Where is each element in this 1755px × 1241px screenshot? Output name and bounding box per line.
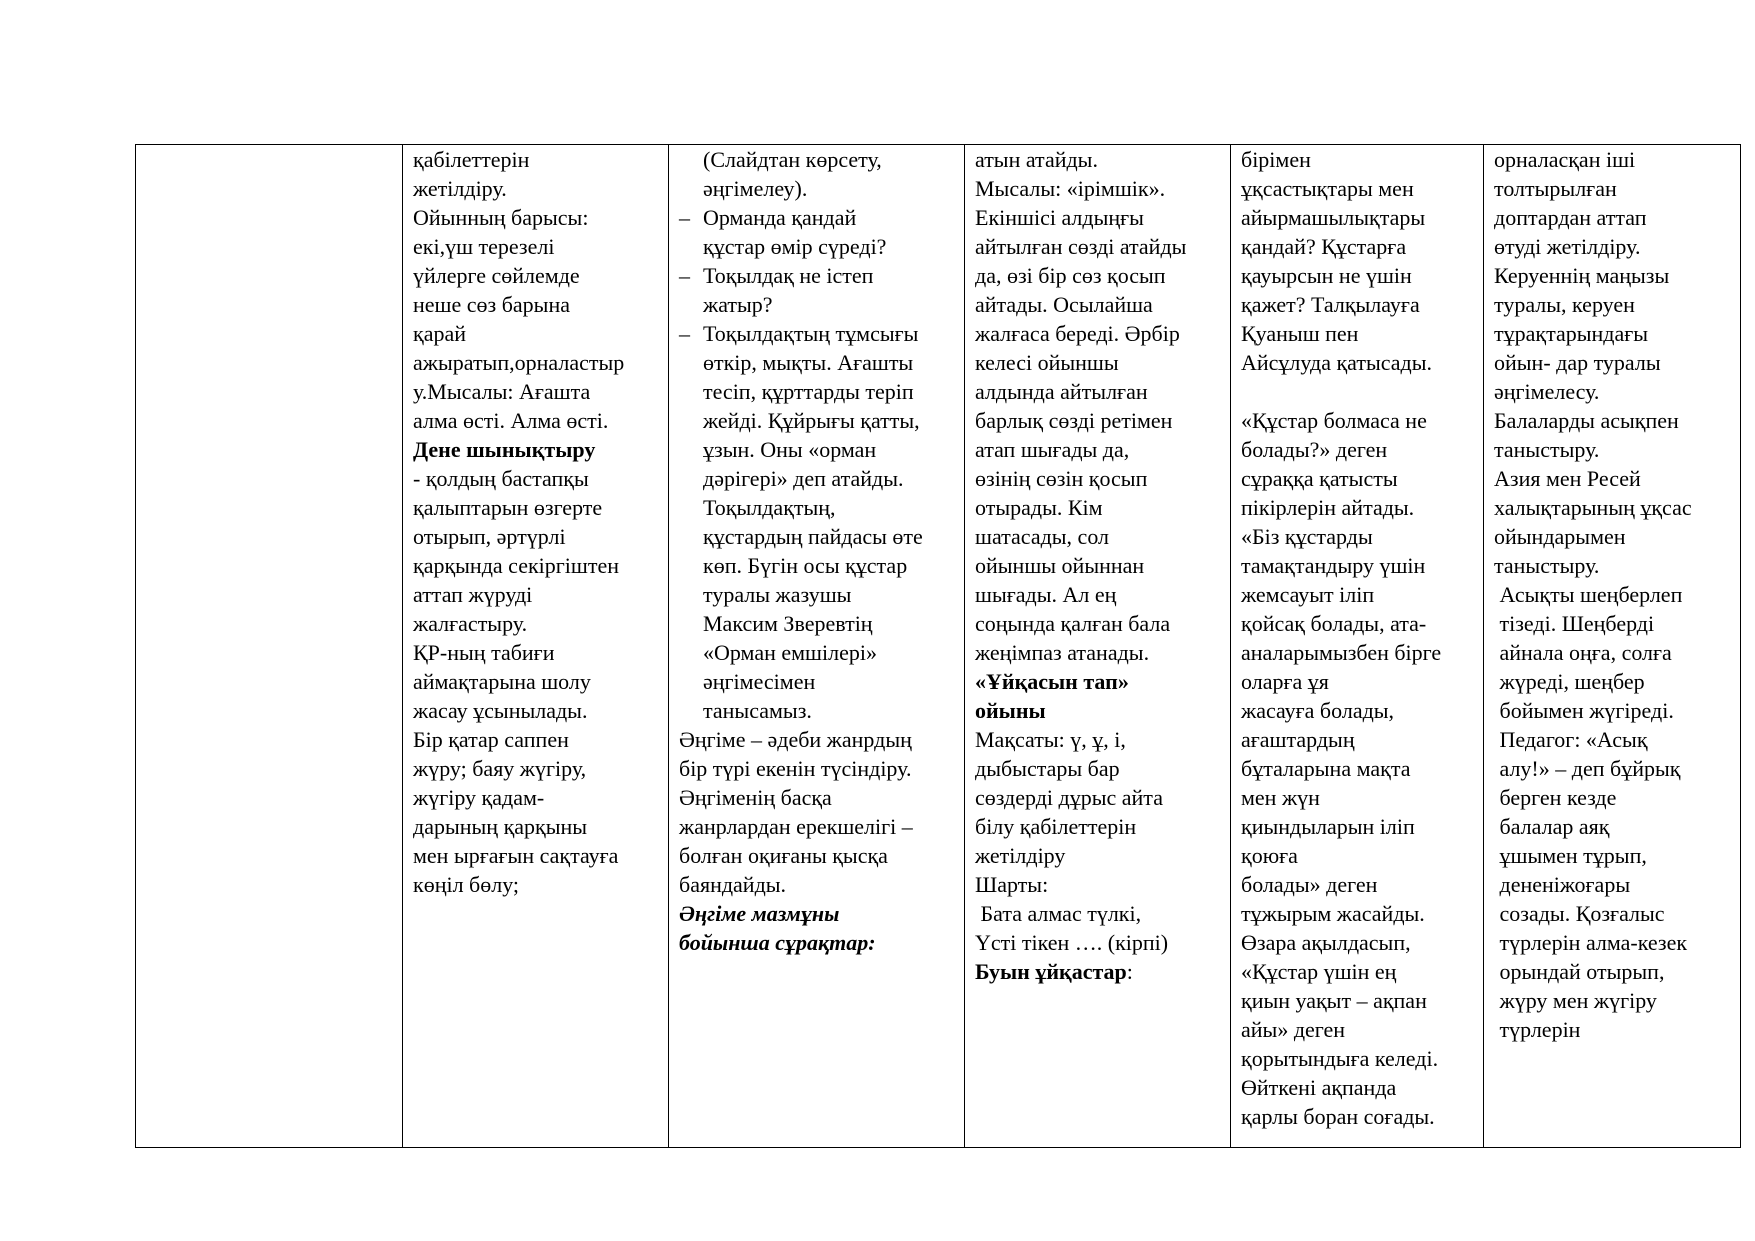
text-line: Максим Зверевтің (703, 611, 873, 636)
text-line: неше сөз барына (413, 292, 570, 317)
text-line: құстар өмір сүреді? (703, 234, 887, 259)
text-line: түрлерін (1494, 1017, 1581, 1042)
text-line: Шарты: (975, 872, 1049, 897)
text-line: халықтарының ұқсас (1494, 495, 1692, 520)
text-line: тұжырым жасайды. (1241, 901, 1425, 926)
text-line: құстардың пайдасы өте (703, 524, 923, 549)
text-line: аттап жүруді (413, 582, 533, 607)
text-line: «Біз құстарды (1241, 524, 1373, 549)
text-line: болады» деген (1241, 872, 1378, 897)
text-line: доптардан аттап (1494, 205, 1647, 230)
text-line: жүреді, шеңбер (1494, 669, 1645, 694)
text-line: Балаларды асықпен (1494, 408, 1679, 433)
section-heading: Әңгіме мазмұны (679, 901, 840, 926)
text-line: бірімен (1241, 147, 1311, 172)
text-line: жемсауыт іліп (1241, 582, 1375, 607)
text-line: қалыптарын өзгерте (413, 495, 603, 520)
text-line: қойсақ болады, ата- (1241, 611, 1427, 636)
text-line: ұқсастықтары мен (1241, 176, 1414, 201)
text-line: ұшымен тұрып, (1494, 843, 1647, 868)
question-list-item: – Тоқылдақтың тұмсығы (679, 319, 958, 348)
text-line: танысамыз. (703, 698, 812, 723)
text-line: ойындарымен (1494, 524, 1626, 549)
text-line: қиындыларын іліп (1241, 814, 1415, 839)
text-line: «Құстар болмаса не (1241, 408, 1427, 433)
text-line: ұзын. Оны «орман (703, 437, 877, 462)
text-line: жалғаса береді. Әрбір (975, 321, 1180, 346)
text-line: Өзара ақылдасып, (1241, 930, 1411, 955)
table-cell-col3 (669, 145, 965, 1148)
text-line: қажет? Талқылауға (1241, 292, 1420, 317)
text-line: отырады. Кім (975, 495, 1103, 520)
text-line: Қуаныш пен (1241, 321, 1359, 346)
text-line: тұрақтарындағы (1494, 321, 1649, 346)
text-line: ағаштардың (1241, 727, 1355, 752)
text-line: да, өзі бір сөз қосып (975, 263, 1166, 288)
section-heading: Буын ұйқастар (975, 959, 1127, 984)
text-line: Үсті тікен …. (кірпі) (975, 930, 1169, 955)
text-line: атын атайды. (975, 147, 1098, 172)
text-line: тізеді. Шеңберді (1494, 611, 1655, 636)
text-line: өткір, мықты. Ағашты (703, 350, 914, 375)
text-line: айтылған сөзді атайды (975, 234, 1187, 259)
text-line: өтуді жетілдіру. (1494, 234, 1641, 259)
text-line: Екіншісі алдыңғы (975, 205, 1144, 230)
text-line: тесіп, құрттарды теріп (703, 379, 914, 404)
text-line: Айсұлуда қатысады. (1241, 350, 1433, 375)
text-line: қарлы боран соғады. (1241, 1104, 1435, 1129)
text-line: көңіл бөлу; (413, 872, 520, 897)
text-line: ойыншы ойыннан (975, 553, 1145, 578)
text-line: отырып, әртүрлі (413, 524, 566, 549)
text-line: Керуеннің маңызы (1494, 263, 1670, 288)
text-line: балалар аяқ (1494, 814, 1610, 839)
text-line: келесі ойыншы (975, 350, 1119, 375)
text-line: толтырылған (1494, 176, 1617, 201)
text-line: ойын- дар туралы (1494, 350, 1661, 375)
text-line: орналасқан іші (1494, 147, 1636, 172)
text-line: әңгімелесу. (1494, 379, 1600, 404)
text-line: таныстыру. (1494, 553, 1600, 578)
table-cell-col2 (403, 145, 669, 1148)
section-heading: бойынша сұрақтар: (679, 930, 876, 955)
text-line: шатасады, сол (975, 524, 1110, 549)
text-line: жасауға болады, (1241, 698, 1395, 723)
text-line: Асықты шеңберлеп (1494, 582, 1683, 607)
text-line: жасау ұсынылады. (413, 698, 588, 723)
text-line: айтады. Осылайша (975, 292, 1153, 317)
text-line: баяндайды. (679, 872, 787, 897)
question-list-item: – Тоқылдақ не істеп (679, 261, 958, 290)
text-line: дәрігері» деп атайды. (703, 466, 904, 491)
section-heading: «Ұйқасын тап» (975, 669, 1129, 694)
text-line: бойымен жүгіреді. (1494, 698, 1674, 723)
text-line: алма өсті. Алма өсті. (413, 408, 609, 433)
text-line: білу қабілеттерін (975, 814, 1137, 839)
text-line: жүгіру қадам- (413, 785, 545, 810)
text-line: созады. Қозғалыс (1494, 901, 1665, 926)
text-line: әңгімесімен (703, 669, 816, 694)
text-line: бір түрі екенін түсіндіру. (679, 756, 912, 781)
text-line: түрлерін алма-кезек (1494, 930, 1688, 955)
text-line: айырмашылықтары (1241, 205, 1426, 230)
table-cell-col6 (1484, 145, 1741, 1148)
text-line: дыбыстары бар (975, 756, 1120, 781)
text-line: өзінің сөзін қосып (975, 466, 1148, 491)
text-line: жанрлардан ерекшелігі – (679, 814, 913, 839)
text-line: екі,үш терезелі (413, 234, 555, 259)
text-line: дарының қарқыны (413, 814, 588, 839)
text-line: аналарымызбен бірге (1241, 640, 1442, 665)
text-line: тамақтандыру үшін (1241, 553, 1426, 578)
text-line: «Құстар үшін ең (1241, 959, 1397, 984)
text-line: қоюға (1241, 843, 1298, 868)
text-line: көп. Бүгін осы құстар (703, 553, 908, 578)
text-line: қорытындыға келеді. (1241, 1046, 1439, 1071)
text-line: Тоқылдақтың, (703, 495, 836, 520)
text-line: атап шығады да, (975, 437, 1130, 462)
text-line: : (1126, 959, 1133, 984)
text-line: таныстыру. (1494, 437, 1600, 462)
text-line: аймақтарына шолу (413, 669, 591, 694)
text-line: пікірлерін айтады. (1241, 495, 1415, 520)
text-line: «Орман емшілері» (703, 640, 877, 665)
blank-line (1241, 377, 1477, 406)
text-line: жетілдіру. (413, 176, 507, 201)
text-line: Әңгіменің басқа (679, 785, 832, 810)
text-line: жатыр? (703, 292, 773, 317)
text-line: алу!» – деп бұйрық (1494, 756, 1681, 781)
text-line: айы» деген (1241, 1017, 1346, 1042)
table-cell-col5 (1231, 145, 1484, 1148)
question-list-item: – Орманда қандай (679, 203, 958, 232)
text-line: қарай (413, 321, 466, 346)
text-line: орындай отырып, (1494, 959, 1665, 984)
text-line: қауырсын не үшін (1241, 263, 1412, 288)
text-line: Педагог: «Асық (1494, 727, 1648, 752)
table-row (136, 145, 1741, 1148)
text-line: жүру мен жүгіру (1494, 988, 1657, 1013)
text-line: соңында қалған бала (975, 611, 1171, 636)
section-heading: Дене шынықтыру (413, 437, 596, 462)
text-line: Мысалы: «ірімшік». (975, 176, 1166, 201)
text-line: Өйткені ақпанда (1241, 1075, 1397, 1100)
section-heading: ойыны (975, 698, 1046, 723)
text-line: жеңімпаз атанады. (975, 640, 1150, 665)
text-line: мен ырғағын сақтауға (413, 843, 619, 868)
text-line: жейді. Құйрығы қатты, (703, 408, 920, 433)
text-line: қиын уақыт – ақпан (1241, 988, 1427, 1013)
text-line: әңгімелеу). (703, 176, 808, 201)
text-line: қандай? Құстарға (1241, 234, 1407, 259)
text-line: барлық сөзді ретімен (975, 408, 1173, 433)
text-line: Ойынның барысы: (413, 205, 589, 230)
text-line: қабілеттерін (413, 147, 530, 172)
text-line: жалғастыру. (413, 611, 528, 636)
text-line: - қолдың бастапқы (413, 466, 589, 491)
lesson-plan-table (135, 144, 1741, 1148)
text-line: у.Мысалы: Ағашта (413, 379, 591, 404)
text-line: берген кезде (1494, 785, 1617, 810)
text-line: туралы, керуен (1494, 292, 1635, 317)
text-line: Мақсаты: ү, ұ, і, (975, 727, 1126, 752)
text-line: алдында айтылған (975, 379, 1148, 404)
text-line: туралы жазушы (703, 582, 852, 607)
text-line: шығады. Ал ең (975, 582, 1117, 607)
table-cell-col1 (136, 145, 403, 1148)
text-line: Әңгіме – әдеби жанрдың (679, 727, 912, 752)
text-line: мен жүн (1241, 785, 1320, 810)
text-line: болады?» деген (1241, 437, 1388, 462)
text-line: айнала оңға, солға (1494, 640, 1672, 665)
text-line: үйлерге сөйлемде (413, 263, 580, 288)
text-line: жүру; баяу жүгіру, (413, 756, 587, 781)
text-line: ҚР-ның табиғи (413, 640, 555, 665)
table-cell-col4 (965, 145, 1231, 1148)
text-line: бұталарына мақта (1241, 756, 1411, 781)
text-line: Азия мен Ресей (1494, 466, 1641, 491)
text-line: сұраққа қатысты (1241, 466, 1398, 491)
text-line: қарқында секіргіштен (413, 553, 619, 578)
text-line: Бір қатар саппен (413, 727, 569, 752)
text-line: дененіжоғары (1494, 872, 1631, 897)
text-line: Бата алмас түлкі, (975, 901, 1142, 926)
text-line: болған оқиғаны қысқа (679, 843, 888, 868)
text-line: ажыратып,орналастыр (413, 350, 625, 375)
text-line: (Слайдтан көрсету, (703, 147, 882, 172)
text-line: сөздерді дұрыс айта (975, 785, 1163, 810)
text-line: жетілдіру (975, 843, 1066, 868)
text-line: оларға ұя (1241, 669, 1329, 694)
